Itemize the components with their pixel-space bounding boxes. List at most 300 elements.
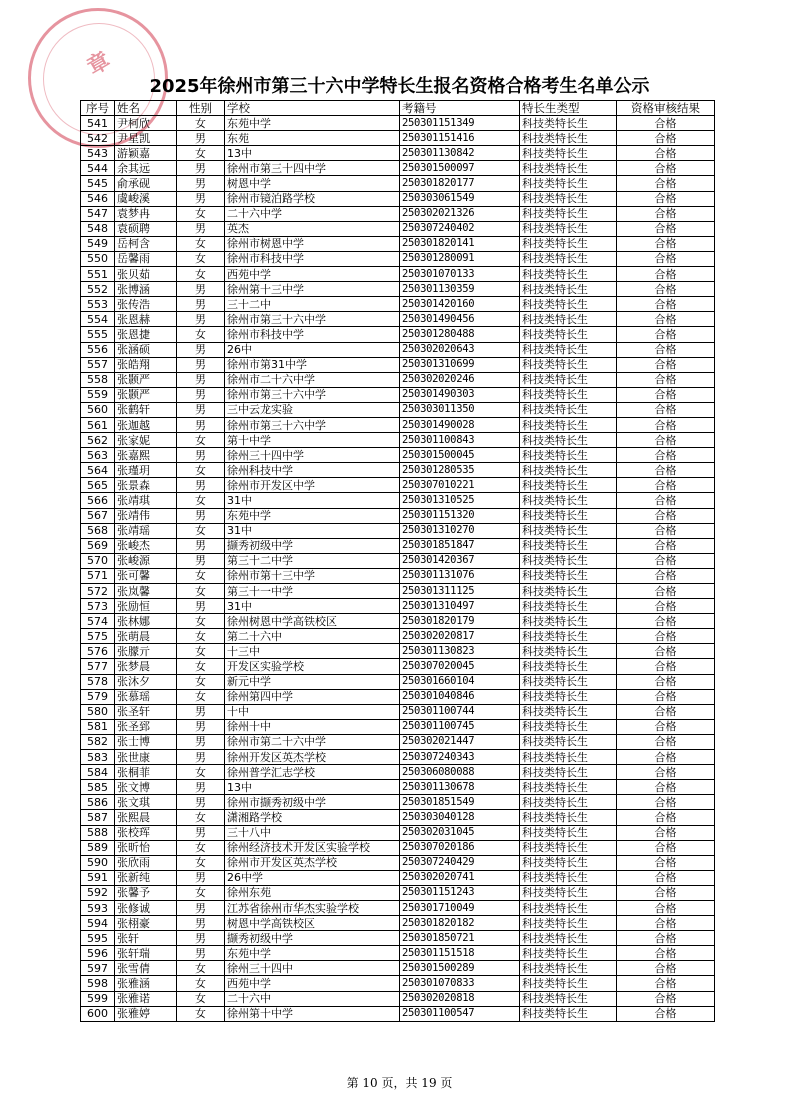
- cell-type: 科技类特长生: [520, 840, 617, 855]
- cell-name: 张颢严: [115, 372, 177, 387]
- table-row: [81, 659, 715, 674]
- candidate-table: [80, 100, 715, 1022]
- cell-exam-no: 250301500045: [400, 448, 520, 463]
- cell-type: 科技类特长生: [520, 402, 617, 417]
- cell-school: 徐州三十四中: [225, 961, 400, 976]
- cell-name: 张嘉熙: [115, 448, 177, 463]
- cell-result: 合格: [617, 448, 715, 463]
- table-row: [81, 584, 715, 599]
- cell-school: 十三中: [225, 644, 400, 659]
- cell-no: 549: [81, 236, 115, 251]
- table-row: [81, 357, 715, 372]
- cell-no: 552: [81, 282, 115, 297]
- cell-no: 570: [81, 553, 115, 568]
- table-row: [81, 885, 715, 900]
- cell-gender: 男: [177, 221, 225, 236]
- cell-no: 599: [81, 991, 115, 1006]
- cell-result: 合格: [617, 191, 715, 206]
- cell-no: 560: [81, 402, 115, 417]
- cell-type: 科技类特长生: [520, 855, 617, 870]
- cell-result: 合格: [617, 780, 715, 795]
- cell-school: 撷秀初级中学: [225, 538, 400, 553]
- cell-result: 合格: [617, 614, 715, 629]
- table-row: [81, 870, 715, 885]
- header-no: 序号: [81, 101, 115, 116]
- cell-no: 571: [81, 568, 115, 583]
- cell-no: 568: [81, 523, 115, 538]
- cell-gender: 男: [177, 176, 225, 191]
- cell-gender: 女: [177, 689, 225, 704]
- cell-no: 545: [81, 176, 115, 191]
- cell-name: 张传浩: [115, 297, 177, 312]
- cell-name: 张贝茹: [115, 267, 177, 282]
- cell-school: 26中学: [225, 870, 400, 885]
- cell-no: 554: [81, 312, 115, 327]
- cell-exam-no: 250301131076: [400, 568, 520, 583]
- table-row: [81, 312, 715, 327]
- cell-exam-no: 250307240429: [400, 855, 520, 870]
- cell-gender: 男: [177, 704, 225, 719]
- cell-no: 576: [81, 644, 115, 659]
- cell-name: 张雪倩: [115, 961, 177, 976]
- cell-result: 合格: [617, 251, 715, 266]
- cell-name: 张栩豪: [115, 916, 177, 931]
- cell-type: 科技类特长生: [520, 251, 617, 266]
- table-row: [81, 674, 715, 689]
- cell-school: 第三十一中学: [225, 584, 400, 599]
- cell-result: 合格: [617, 387, 715, 402]
- cell-result: 合格: [617, 870, 715, 885]
- cell-gender: 女: [177, 1006, 225, 1021]
- cell-exam-no: 250301820177: [400, 176, 520, 191]
- cell-school: 撷秀初级中学: [225, 931, 400, 946]
- cell-school: 徐州市开发区英杰学校: [225, 855, 400, 870]
- cell-result: 合格: [617, 402, 715, 417]
- cell-name: 俞承砚: [115, 176, 177, 191]
- cell-no: 592: [81, 885, 115, 900]
- cell-result: 合格: [617, 704, 715, 719]
- cell-gender: 女: [177, 327, 225, 342]
- table-row: [81, 342, 715, 357]
- cell-exam-no: 250301310525: [400, 493, 520, 508]
- cell-no: 553: [81, 297, 115, 312]
- seal-text: 章: [83, 47, 115, 81]
- cell-no: 580: [81, 704, 115, 719]
- table-row: [81, 629, 715, 644]
- cell-school: 徐州市第十三中学: [225, 568, 400, 583]
- cell-school: 三十二中: [225, 297, 400, 312]
- cell-no: 579: [81, 689, 115, 704]
- cell-type: 科技类特长生: [520, 976, 617, 991]
- cell-name: 张恩赫: [115, 312, 177, 327]
- cell-name: 张皓翔: [115, 357, 177, 372]
- cell-no: 598: [81, 976, 115, 991]
- cell-type: 科技类特长生: [520, 176, 617, 191]
- cell-exam-no: 250307020186: [400, 840, 520, 855]
- cell-type: 科技类特长生: [520, 478, 617, 493]
- table-row: [81, 433, 715, 448]
- cell-school: 徐州市镜泊路学校: [225, 191, 400, 206]
- cell-school: 徐州第十中学: [225, 1006, 400, 1021]
- cell-gender: 女: [177, 206, 225, 221]
- cell-no: 591: [81, 870, 115, 885]
- cell-type: 科技类特长生: [520, 282, 617, 297]
- cell-no: 548: [81, 221, 115, 236]
- table-row: [81, 976, 715, 991]
- table-row: [81, 282, 715, 297]
- cell-school: 二十六中学: [225, 206, 400, 221]
- cell-name: 张轩瑞: [115, 946, 177, 961]
- cell-gender: 男: [177, 282, 225, 297]
- cell-type: 科技类特长生: [520, 327, 617, 342]
- cell-name: 尹柯欣: [115, 116, 177, 131]
- cell-no: 588: [81, 825, 115, 840]
- cell-name: 张圣轩: [115, 704, 177, 719]
- cell-school: 徐州普学汇志学校: [225, 765, 400, 780]
- table-row: [81, 493, 715, 508]
- cell-gender: 男: [177, 191, 225, 206]
- cell-result: 合格: [617, 855, 715, 870]
- cell-gender: 男: [177, 825, 225, 840]
- cell-no: 564: [81, 463, 115, 478]
- cell-no: 577: [81, 659, 115, 674]
- cell-exam-no: 250301490303: [400, 387, 520, 402]
- header-result: 资格审核结果: [617, 101, 715, 116]
- cell-gender: 女: [177, 523, 225, 538]
- cell-type: 科技类特长生: [520, 538, 617, 553]
- cell-exam-no: 250302020817: [400, 629, 520, 644]
- cell-gender: 男: [177, 795, 225, 810]
- table-row: [81, 327, 715, 342]
- cell-result: 合格: [617, 810, 715, 825]
- table-row: [81, 297, 715, 312]
- table-row: [81, 448, 715, 463]
- cell-gender: 女: [177, 493, 225, 508]
- cell-gender: 男: [177, 780, 225, 795]
- table-row: [81, 478, 715, 493]
- cell-gender: 男: [177, 946, 225, 961]
- cell-exam-no: 250301130678: [400, 780, 520, 795]
- cell-type: 科技类特长生: [520, 946, 617, 961]
- cell-no: 562: [81, 433, 115, 448]
- cell-no: 542: [81, 131, 115, 146]
- table-row: [81, 599, 715, 614]
- cell-exam-no: 250301100744: [400, 704, 520, 719]
- cell-no: 563: [81, 448, 115, 463]
- cell-no: 558: [81, 372, 115, 387]
- cell-gender: 男: [177, 417, 225, 432]
- table-row: [81, 931, 715, 946]
- table-row: [81, 689, 715, 704]
- cell-gender: 男: [177, 161, 225, 176]
- cell-exam-no: 250302020818: [400, 991, 520, 1006]
- cell-name: 张可馨: [115, 568, 177, 583]
- cell-no: 589: [81, 840, 115, 855]
- cell-type: 科技类特长生: [520, 674, 617, 689]
- cell-no: 594: [81, 916, 115, 931]
- cell-type: 科技类特长生: [520, 568, 617, 583]
- cell-gender: 男: [177, 931, 225, 946]
- table-row: [81, 900, 715, 915]
- cell-type: 科技类特长生: [520, 146, 617, 161]
- table-row: [81, 236, 715, 251]
- cell-gender: 男: [177, 538, 225, 553]
- cell-school: 二十六中: [225, 991, 400, 1006]
- cell-exam-no: 250301280488: [400, 327, 520, 342]
- cell-exam-no: 250301490028: [400, 417, 520, 432]
- cell-no: 585: [81, 780, 115, 795]
- cell-no: 593: [81, 900, 115, 915]
- cell-gender: 男: [177, 900, 225, 915]
- cell-no: 586: [81, 795, 115, 810]
- cell-name: 张峻源: [115, 553, 177, 568]
- cell-result: 合格: [617, 116, 715, 131]
- cell-no: 597: [81, 961, 115, 976]
- cell-result: 合格: [617, 372, 715, 387]
- cell-gender: 男: [177, 387, 225, 402]
- cell-exam-no: 250301490456: [400, 312, 520, 327]
- cell-school: 31中: [225, 599, 400, 614]
- cell-gender: 男: [177, 372, 225, 387]
- cell-type: 科技类特长生: [520, 116, 617, 131]
- cell-name: 张世康: [115, 750, 177, 765]
- cell-name: 张靖琪: [115, 493, 177, 508]
- cell-gender: 男: [177, 478, 225, 493]
- cell-gender: 男: [177, 734, 225, 749]
- cell-school: 31中: [225, 523, 400, 538]
- cell-exam-no: 250301710049: [400, 900, 520, 915]
- cell-name: 张欣雨: [115, 855, 177, 870]
- cell-exam-no: 250302020246: [400, 372, 520, 387]
- cell-type: 科技类特长生: [520, 991, 617, 1006]
- cell-school: 徐州市第三十六中学: [225, 312, 400, 327]
- cell-result: 合格: [617, 976, 715, 991]
- cell-gender: 女: [177, 991, 225, 1006]
- cell-exam-no: 250301310699: [400, 357, 520, 372]
- header-school: 学校: [225, 101, 400, 116]
- cell-no: 573: [81, 599, 115, 614]
- cell-school: 徐州市撷秀初级中学: [225, 795, 400, 810]
- cell-result: 合格: [617, 946, 715, 961]
- cell-result: 合格: [617, 342, 715, 357]
- table-row: [81, 810, 715, 825]
- cell-type: 科技类特长生: [520, 916, 617, 931]
- cell-exam-no: 250303011350: [400, 402, 520, 417]
- cell-exam-no: 250301151349: [400, 116, 520, 131]
- cell-type: 科技类特长生: [520, 659, 617, 674]
- cell-name: 张雅涵: [115, 976, 177, 991]
- cell-gender: 女: [177, 659, 225, 674]
- cell-name: 张雅婷: [115, 1006, 177, 1021]
- cell-school: 徐州市第三十六中学: [225, 387, 400, 402]
- cell-type: 科技类特长生: [520, 448, 617, 463]
- table-row: [81, 946, 715, 961]
- cell-result: 合格: [617, 825, 715, 840]
- cell-name: 张博涵: [115, 282, 177, 297]
- cell-exam-no: 250307020045: [400, 659, 520, 674]
- cell-no: 559: [81, 387, 115, 402]
- cell-exam-no: 250301820141: [400, 236, 520, 251]
- cell-name: 岳馨雨: [115, 251, 177, 266]
- cell-type: 科技类特长生: [520, 689, 617, 704]
- cell-name: 尹星凯: [115, 131, 177, 146]
- cell-no: 561: [81, 417, 115, 432]
- cell-gender: 男: [177, 312, 225, 327]
- cell-type: 科技类特长生: [520, 342, 617, 357]
- cell-type: 科技类特长生: [520, 719, 617, 734]
- cell-school: 西苑中学: [225, 267, 400, 282]
- cell-type: 科技类特长生: [520, 508, 617, 523]
- cell-school: 第三十二中学: [225, 553, 400, 568]
- cell-gender: 女: [177, 146, 225, 161]
- cell-school: 徐州市第31中学: [225, 357, 400, 372]
- cell-gender: 女: [177, 855, 225, 870]
- cell-gender: 女: [177, 840, 225, 855]
- cell-name: 张靖伟: [115, 508, 177, 523]
- table-row: [81, 568, 715, 583]
- cell-exam-no: 250307240402: [400, 221, 520, 236]
- cell-no: 590: [81, 855, 115, 870]
- cell-school: 13中: [225, 780, 400, 795]
- cell-school: 徐州树恩中学高铁校区: [225, 614, 400, 629]
- cell-exam-no: 250301151518: [400, 946, 520, 961]
- cell-type: 科技类特长生: [520, 523, 617, 538]
- cell-name: 张士博: [115, 734, 177, 749]
- cell-exam-no: 250301070133: [400, 267, 520, 282]
- cell-school: 徐州第四中学: [225, 689, 400, 704]
- cell-school: 徐州开发区英杰学校: [225, 750, 400, 765]
- cell-result: 合格: [617, 795, 715, 810]
- header-exam-no: 考籍号: [400, 101, 520, 116]
- cell-result: 合格: [617, 161, 715, 176]
- cell-exam-no: 250301500097: [400, 161, 520, 176]
- header-type: 特长生类型: [520, 101, 617, 116]
- cell-result: 合格: [617, 206, 715, 221]
- cell-result: 合格: [617, 417, 715, 432]
- cell-school: 31中: [225, 493, 400, 508]
- cell-name: 张新纯: [115, 870, 177, 885]
- cell-name: 张修诚: [115, 900, 177, 915]
- cell-gender: 女: [177, 644, 225, 659]
- cell-result: 合格: [617, 629, 715, 644]
- cell-no: 546: [81, 191, 115, 206]
- cell-exam-no: 250302031045: [400, 825, 520, 840]
- table-row: [81, 719, 715, 734]
- cell-result: 合格: [617, 719, 715, 734]
- cell-school: 徐州第十三中学: [225, 282, 400, 297]
- cell-no: 565: [81, 478, 115, 493]
- cell-type: 科技类特长生: [520, 825, 617, 840]
- table-row: [81, 765, 715, 780]
- cell-gender: 女: [177, 584, 225, 599]
- cell-no: 584: [81, 765, 115, 780]
- table-row: [81, 116, 715, 131]
- cell-type: 科技类特长生: [520, 417, 617, 432]
- cell-result: 合格: [617, 327, 715, 342]
- cell-school: 徐州市科技中学: [225, 251, 400, 266]
- cell-gender: 男: [177, 448, 225, 463]
- cell-result: 合格: [617, 1006, 715, 1021]
- cell-exam-no: 250306080088: [400, 765, 520, 780]
- cell-school: 英杰: [225, 221, 400, 236]
- cell-no: 544: [81, 161, 115, 176]
- cell-name: 张梦晨: [115, 659, 177, 674]
- table-row: [81, 206, 715, 221]
- table-row: [81, 131, 715, 146]
- cell-result: 合格: [617, 478, 715, 493]
- cell-school: 东苑中学: [225, 946, 400, 961]
- cell-no: 556: [81, 342, 115, 357]
- cell-school: 徐州东苑: [225, 885, 400, 900]
- cell-no: 583: [81, 750, 115, 765]
- cell-result: 合格: [617, 885, 715, 900]
- cell-school: 第二十六中: [225, 629, 400, 644]
- cell-school: 徐州市第三十六中学: [225, 417, 400, 432]
- cell-gender: 男: [177, 342, 225, 357]
- cell-name: 张峻杰: [115, 538, 177, 553]
- cell-school: 开发区实验学校: [225, 659, 400, 674]
- table-row: [81, 916, 715, 931]
- cell-no: 555: [81, 327, 115, 342]
- table-row: [81, 221, 715, 236]
- cell-gender: 男: [177, 508, 225, 523]
- cell-gender: 女: [177, 961, 225, 976]
- cell-type: 科技类特长生: [520, 191, 617, 206]
- cell-result: 合格: [617, 131, 715, 146]
- cell-result: 合格: [617, 750, 715, 765]
- cell-type: 科技类特长生: [520, 599, 617, 614]
- cell-name: 张恩捷: [115, 327, 177, 342]
- cell-type: 科技类特长生: [520, 1006, 617, 1021]
- cell-gender: 男: [177, 297, 225, 312]
- cell-school: 三十八中: [225, 825, 400, 840]
- cell-type: 科技类特长生: [520, 372, 617, 387]
- table-row: [81, 825, 715, 840]
- cell-no: 595: [81, 931, 115, 946]
- cell-name: 袁梦冉: [115, 206, 177, 221]
- cell-exam-no: 250302020643: [400, 342, 520, 357]
- cell-gender: 男: [177, 750, 225, 765]
- cell-type: 科技类特长生: [520, 810, 617, 825]
- cell-school: 徐州市第三十四中学: [225, 161, 400, 176]
- cell-school: 江苏省徐州市华杰实验学校: [225, 900, 400, 915]
- cell-gender: 女: [177, 614, 225, 629]
- cell-name: 虞峻溪: [115, 191, 177, 206]
- cell-name: 张颢严: [115, 387, 177, 402]
- cell-type: 科技类特长生: [520, 312, 617, 327]
- cell-result: 合格: [617, 659, 715, 674]
- cell-name: 余其远: [115, 161, 177, 176]
- cell-type: 科技类特长生: [520, 900, 617, 915]
- cell-school: 潇湘路学校: [225, 810, 400, 825]
- cell-name: 张岚馨: [115, 584, 177, 599]
- table-row: [81, 644, 715, 659]
- cell-result: 合格: [617, 734, 715, 749]
- cell-result: 合格: [617, 267, 715, 282]
- cell-result: 合格: [617, 765, 715, 780]
- cell-gender: 男: [177, 402, 225, 417]
- cell-school: 西苑中学: [225, 976, 400, 991]
- cell-name: 张沐夕: [115, 674, 177, 689]
- cell-exam-no: 250301151243: [400, 885, 520, 900]
- cell-type: 科技类特长生: [520, 961, 617, 976]
- cell-gender: 女: [177, 765, 225, 780]
- cell-type: 科技类特长生: [520, 931, 617, 946]
- cell-type: 科技类特长生: [520, 644, 617, 659]
- cell-result: 合格: [617, 900, 715, 915]
- cell-exam-no: 250301151320: [400, 508, 520, 523]
- cell-gender: 女: [177, 674, 225, 689]
